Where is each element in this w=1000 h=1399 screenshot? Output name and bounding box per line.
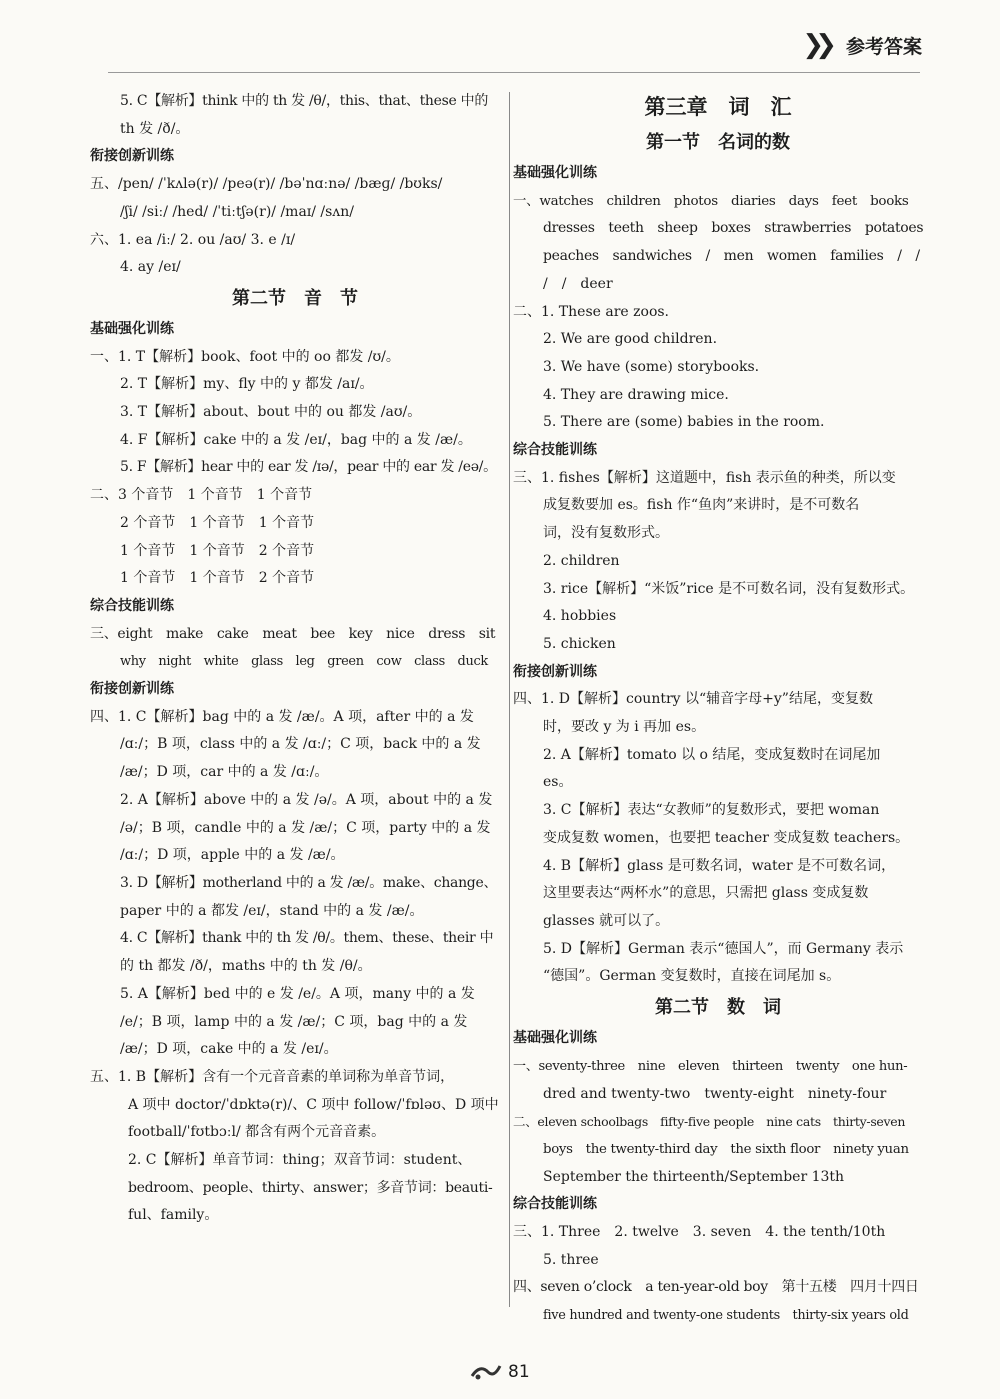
answer-line: 3. T【解析】about、bout 中的 ou 都发 /aʊ/。 [120, 404, 422, 421]
header-title: 参考答案 [845, 35, 922, 58]
answer-line: 四、1. D【解析】country 以“辅音字母+y”结尾，变复数 [513, 691, 873, 708]
answer-line: A 项中 doctor/ˈdɒktə(r)/、C 项中 follow/ˈfɒləʊ、D 项中 [128, 1096, 499, 1113]
answer-line: 二、eleven schoolbags fifty-five people nine cats thirty-seven [513, 1114, 906, 1130]
answer-line: 2. C【解析】单音节词：thing；双音节词：student、 [128, 1152, 472, 1169]
answer-line: 2. children [543, 552, 620, 569]
answer-line: 2 个音节 1 个音节 1 个音节 [120, 514, 315, 531]
answer-line: /ɑː/；B 项，class 中的 a 发 /ɑː/；C 项，back 中的 a 发 [120, 736, 481, 753]
answer-line: 2. T【解析】my、fly 中的 y 都发 /aɪ/。 [120, 376, 374, 393]
answer-line: /æ/；D 项，cake 中的 a 发 /eɪ/。 [120, 1041, 338, 1058]
answer-line: 5. A【解析】bed 中的 e 发 /e/。A 项，many 中的 a 发 [120, 985, 475, 1002]
answer-line: 2. We are good children. [543, 331, 718, 348]
page-number: 81 [508, 1362, 530, 1382]
answer-line: 时，要改 y 为 i 再加 es。 [543, 719, 706, 736]
section-title: 第二节 数 词 [655, 997, 781, 1019]
answer-line: 这里要表达“两杯水”的意思，只需把 glass 变成复数 [543, 885, 869, 902]
section-title: 第一节 名词的数 [646, 132, 790, 153]
answer-line: 4. hobbies [543, 608, 617, 625]
answer-line: 四、seven o’clock a ten-year-old boy 第十五楼 四月十四日 [513, 1279, 919, 1296]
answer-line: 5. There are (some) babies in the room. [543, 414, 825, 431]
right-column [513, 88, 923, 1330]
answer-line: 一、watches children photos diaries days feet books [513, 192, 909, 209]
answer-line: 5. chicken [543, 635, 616, 652]
double-chevron-icon: ❯❯ [802, 30, 828, 60]
answer-line: 一、seventy-three nine eleven thirteen twenty one hun- [513, 1058, 908, 1074]
answer-line: 4. They are drawing mice. [543, 386, 729, 403]
answer-line: glasses 就可以了。 [543, 912, 670, 929]
answer-line: 五、/pen/ /ˈkʌlə(r)/ /peə(r)/ /bəˈnɑːnə/ /bæɡ/ /bʊks/ [90, 176, 443, 193]
answer-line: 的 th 都发 /ð/，maths 中的 th 发 /θ/。 [120, 958, 372, 975]
section-title: 第二节 音 节 [232, 287, 358, 309]
answer-line: five hundred and twenty-one students thirty-six years old [543, 1308, 909, 1324]
answer-line: football/ˈfʊtbɔːl/ 都含有两个元音音素。 [128, 1124, 386, 1141]
answer-line: boys the twenty-third day the sixth floor ninety yuan [543, 1141, 909, 1157]
answer-line: 二、3 个音节 1 个音节 1 个音节 [90, 487, 313, 504]
answer-line: 2. A【解析】tomato 以 o 结尾，变成复数时在词尾加 [543, 746, 881, 763]
answer-line: /ʃi/ /siː/ /hed/ /ˈtiːtʃə(r)/ /maɪ/ /sʌn/ [120, 203, 354, 220]
header-divider [108, 72, 920, 73]
exercise-label: 基础强化训练 [513, 1030, 597, 1047]
answer-line: /e/；B 项，lamp 中的 a 发 /æ/；C 项，bag 中的 a 发 [120, 1013, 468, 1030]
answer-line: peaches sandwiches / men women families / / [543, 248, 920, 265]
answer-line: 3. We have (some) storybooks. [543, 358, 760, 375]
answer-line: 1 个音节 1 个音节 2 个音节 [120, 542, 315, 559]
answer-line: why night white glass leg green cow class duck [120, 654, 488, 670]
exercise-label: 综合技能训练 [90, 597, 174, 614]
answer-line: 成复数要加 es。fish 作“鱼肉”来讲时，是不可数名 [543, 497, 860, 514]
answer-line: September the thirteenth/September 13th [543, 1168, 845, 1185]
answer-line: 4. B【解析】glass 是可数名词，water 是不可数名词， [543, 857, 896, 874]
answer-line: /ɑː/；D 项，apple 中的 a 发 /æ/。 [120, 847, 345, 864]
answer-line: 5. D【解析】German 表示“德国人”，而 Germany 表示 [543, 940, 904, 957]
answer-line: dred and twenty-two twenty-eight ninety-four [543, 1085, 887, 1102]
chapter-title: 第三章 词 汇 [644, 95, 792, 119]
answer-line: 一、1. T【解析】book、foot 中的 oo 都发 /ʊ/。 [90, 348, 400, 365]
answer-line: ful、family。 [128, 1207, 219, 1224]
answer-line: 4. F【解析】cake 中的 a 发 /eɪ/，bag 中的 a 发 /æ/。 [120, 431, 472, 448]
answer-line: 三、1. Three 2. twelve 3. seven 4. the tenth/10th [513, 1224, 886, 1241]
answer-line: 2. A【解析】above 中的 a 发 /ə/。A 项，about 中的 a 发 [120, 791, 493, 808]
answer-line: 三、1. fishes【解析】这道题中，fish 表示鱼的种类，所以变 [513, 469, 896, 486]
answer-line: 4. C【解析】thank 中的 th 发 /θ/。them、these、their 中 [120, 930, 494, 947]
answer-line: 六、1. ea /iː/ 2. ou /aʊ/ 3. e /ɪ/ [90, 231, 296, 248]
answer-line: “德国”。German 变复数时，直接在词尾加 s。 [543, 968, 841, 985]
answer-line: th 发 /ð/。 [120, 120, 190, 137]
answer-line: / / deer [543, 275, 613, 292]
answer-line: 五、1. B【解析】含有一个元音音素的单词称为单音节词， [90, 1068, 455, 1085]
page-footer [470, 1362, 530, 1382]
answer-line: dresses teeth sheep boxes strawberries potatoes [543, 220, 924, 237]
page-header [802, 30, 922, 60]
answer-line: /ə/；B 项，candle 中的 a 发 /æ/；C 项，party 中的 a 发 [120, 819, 491, 836]
answer-line: 5. three [543, 1251, 599, 1268]
answer-line: 3. D【解析】motherland 中的 a 发 /æ/。make、change、 [120, 874, 498, 891]
answer-line: 三、eight make cake meat bee key nice dress sit [90, 625, 496, 642]
exercise-label: 基础强化训练 [90, 320, 174, 337]
answer-line: 3. rice【解析】“米饭”rice 是不可数名词，没有复数形式。 [543, 580, 915, 597]
answer-line: /æ/；D 项，car 中的 a 发 /ɑː/。 [120, 764, 329, 781]
answer-line: bedroom、people、thirty、answer；多音节词：beauti- [128, 1179, 493, 1196]
left-column [90, 88, 500, 1230]
column-divider [509, 92, 510, 1307]
answer-line: 1 个音节 1 个音节 2 个音节 [120, 570, 315, 587]
answer-line: 变成复数 women，也要把 teacher 变成复数 teachers。 [543, 829, 910, 846]
answer-line: paper 中的 a 都发 /eɪ/，stand 中的 a 发 /æ/。 [120, 902, 424, 919]
exercise-label: 衔接创新训练 [90, 148, 174, 165]
exercise-label: 综合技能训练 [513, 1196, 597, 1213]
publisher-logo-icon [470, 1362, 502, 1382]
answer-line: 5. F【解析】hear 中的 ear 发 /ɪə/，pear 中的 ear 发 /eə/。 [120, 459, 497, 476]
answer-line: 5. C【解析】think 中的 th 发 /θ/，this、that、these 中的 [120, 93, 489, 109]
answer-line: 3. C【解析】表达“女教师”的复数形式，要把 woman [543, 802, 880, 819]
answer-line: es。 [543, 774, 573, 791]
exercise-label: 综合技能训练 [513, 442, 597, 459]
exercise-label: 衔接创新训练 [513, 663, 597, 680]
answer-line: 二、1. These are zoos. [513, 303, 670, 320]
answer-line: 四、1. C【解析】bag 中的 a 发 /æ/。A 项，after 中的 a 发 [90, 708, 474, 725]
exercise-label: 衔接创新训练 [90, 681, 174, 698]
exercise-label: 基础强化训练 [513, 165, 597, 181]
answer-line: 词，没有复数形式。 [543, 525, 669, 542]
answer-line: 4. ay /eɪ/ [120, 259, 181, 276]
